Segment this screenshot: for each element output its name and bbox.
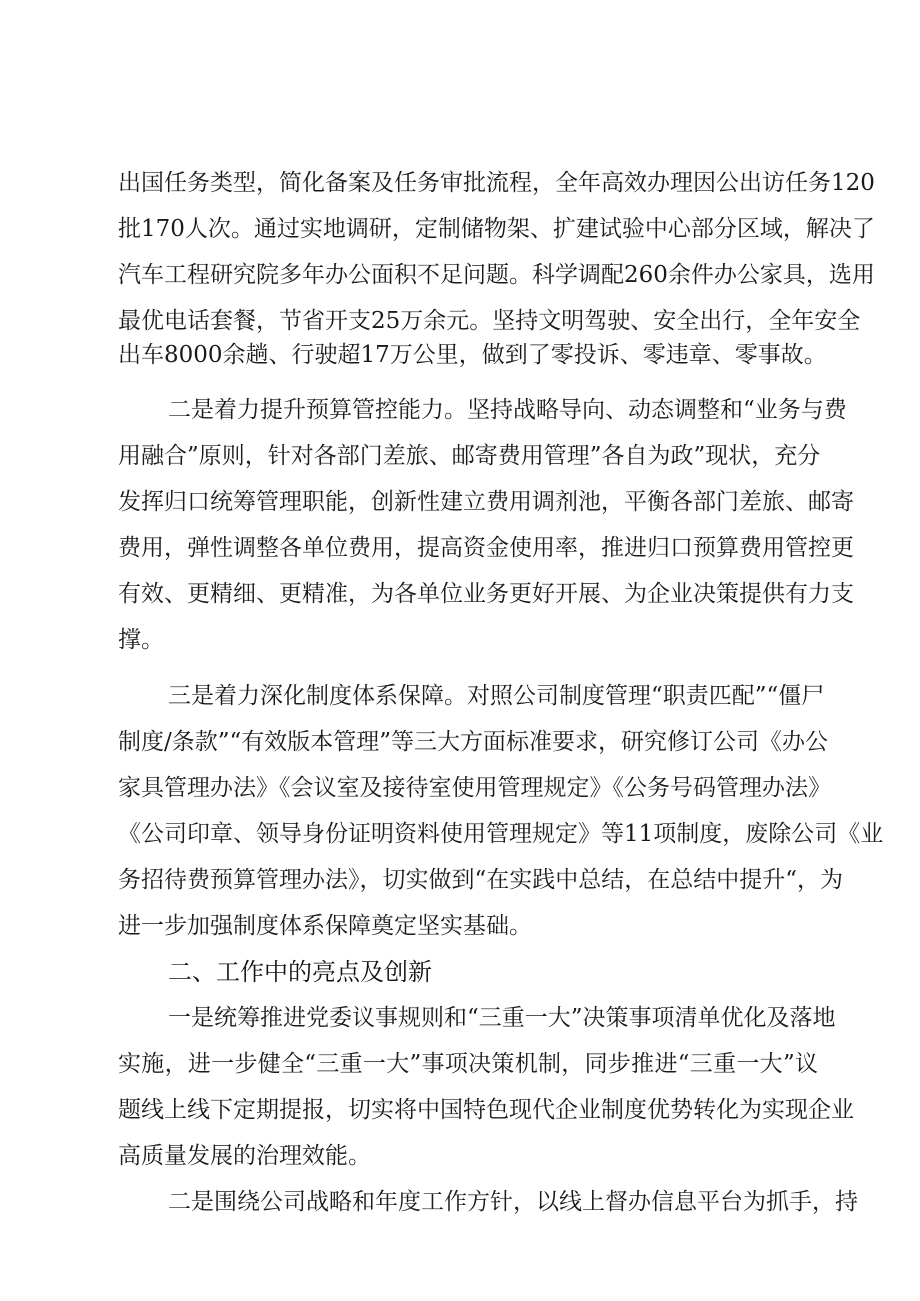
paragraph-line: 题线上线下定期提报，切实将中国特色现代企业制度优势转化为实现企业 — [118, 1097, 854, 1123]
section-heading: 二、工作中的亮点及创新 — [168, 958, 432, 986]
paragraph-line: 制度/条款”“有效版本管理”等三大方面标准要求，研究修订公司《办公 — [118, 729, 829, 755]
paragraph-line: 家具管理办法》《会议室及接待室使用管理规定》《公务号码管理办法》 — [118, 775, 831, 801]
paragraph-line: 一是统筹推进党委议事规则和“三重一大”决策事项清单优化及落地 — [168, 1005, 836, 1031]
paragraph-line: 实施，进一步健全“三重一大”事项决策机制，同步推进“三重一大”议 — [118, 1051, 818, 1077]
paragraph-line: 批170人次。通过实地调研，定制储物架、扩建试验中心部分区域，解决了 — [118, 216, 875, 242]
paragraph-line: 二是着力提升预算管控能力。坚持战略导向、动态调整和“业务与费 — [168, 397, 847, 423]
paragraph-line: 用融合”原则，针对各部门差旅、邮寄费用管理”各自为政”现状，充分 — [118, 443, 821, 469]
paragraph-line: 务招待费预算管理办法》，切实做到“在实践中总结，在总结中提升“，为 — [118, 867, 844, 893]
paragraph-line: 撑。 — [118, 627, 164, 653]
paragraph-line: 有效、更精细、更精准，为各单位业务更好开展、为企业决策提供有力支 — [118, 581, 854, 607]
paragraph-line: 出国任务类型，简化备案及任务审批流程，全年高效办理因公出访任务120 — [118, 170, 875, 196]
paragraph-line: 进一步加强制度体系保障奠定坚实基础。 — [118, 913, 532, 939]
paragraph-line: 二是围绕公司战略和年度工作方针，以线上督办信息平台为抓手，持 — [168, 1189, 858, 1215]
paragraph-line: 费用，弹性调整各单位费用，提高资金使用率，推进归口预算费用管控更 — [118, 535, 854, 561]
paragraph-line: 发挥归口统筹管理职能，创新性建立费用调剂池，平衡各部门差旅、邮寄 — [118, 489, 854, 515]
paragraph-line: 高质量发展的治理效能。 — [118, 1143, 371, 1169]
paragraph-line: 三是着力深化制度体系保障。对照公司制度管理“职责匹配”“僵尸 — [168, 683, 825, 709]
paragraph-line: 出车8000余趟、行驶超17万公里，做到了零投诉、零违章、零事故。 — [118, 342, 827, 368]
paragraph-line: 汽车工程研究院多年办公面积不足问题。科学调配260余件办公家具，选用 — [118, 262, 875, 288]
paragraph-line: 最优电话套餐，节省开支25万余元。坚持文明驾驶、安全出行，全年安全 — [118, 308, 861, 334]
paragraph-line: 《公司印章、领导身份证明资料使用管理规定》等11项制度，废除公司《业 — [118, 821, 884, 847]
